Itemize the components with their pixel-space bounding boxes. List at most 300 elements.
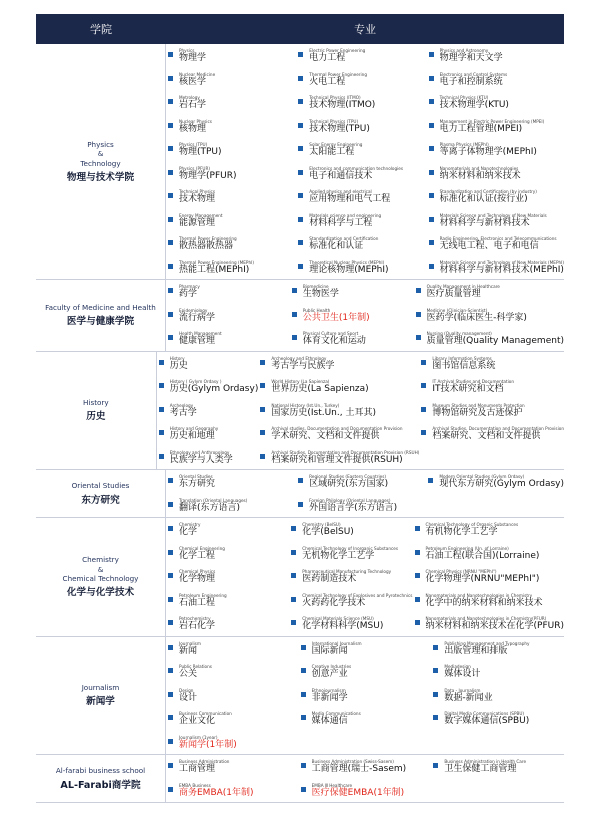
major-item bbox=[166, 91, 296, 115]
majors-grid bbox=[166, 755, 564, 802]
bullet-square-icon bbox=[168, 692, 173, 697]
major-name-en: Standardization and Certification bbox=[309, 236, 379, 241]
major-name-en: Thermal Power Engineering (MEPhI) bbox=[179, 259, 254, 265]
major-name-en: Thermal Power Engineering bbox=[309, 71, 367, 77]
major-item bbox=[166, 256, 296, 280]
major-name-zh: 新闻 bbox=[179, 645, 198, 656]
bullet-square-icon bbox=[291, 620, 296, 625]
major-name-en: Business Administration in Health Care bbox=[444, 759, 527, 764]
major-name-zh: 石油工程(联合国)(Lorraine) bbox=[425, 550, 540, 561]
major-name-en: Chemistry (BelSU) bbox=[302, 522, 341, 527]
major-item bbox=[166, 115, 296, 139]
major-name-zh: 现代东方研究(Gylym Ordasy) bbox=[439, 479, 564, 489]
bullet-square-icon bbox=[168, 123, 173, 128]
bullet-square-icon bbox=[292, 312, 297, 317]
major-name-zh: 岩石化学 bbox=[179, 621, 216, 631]
major-item bbox=[296, 44, 426, 68]
major-item bbox=[166, 707, 299, 731]
bullet-square-icon bbox=[298, 193, 303, 198]
school-name-zh: 物理与技术学院 bbox=[66, 172, 135, 184]
header-school: 学院 bbox=[90, 23, 112, 36]
major-name-zh: 博物馆研究及古迹保护 bbox=[432, 407, 523, 418]
major-item bbox=[166, 518, 289, 542]
major-name-en: Chemical Engineering bbox=[179, 545, 225, 551]
bullet-square-icon bbox=[429, 193, 434, 198]
major-name-zh: 热能工程(MEPhI) bbox=[179, 264, 250, 275]
bullet-square-icon bbox=[415, 620, 420, 625]
major-item bbox=[419, 422, 564, 446]
school-name-en: Oriental Studies bbox=[71, 481, 130, 491]
bullet-square-icon bbox=[301, 668, 306, 673]
bullet-square-icon bbox=[415, 550, 420, 555]
bullet-square-icon bbox=[416, 288, 421, 293]
bullet-square-icon bbox=[298, 146, 303, 151]
bullet-square-icon bbox=[168, 573, 173, 578]
major-item bbox=[413, 565, 564, 589]
major-name-en: Materials Science and Technology of New Materials (MEPhI) bbox=[439, 259, 564, 265]
major-item bbox=[426, 470, 564, 494]
major-item bbox=[296, 115, 426, 139]
major-name-zh: 出版管理和排版 bbox=[444, 645, 508, 656]
bullet-square-icon bbox=[298, 123, 303, 128]
major-name-zh: 有机物化学工艺学 bbox=[425, 527, 498, 537]
major-item bbox=[296, 162, 426, 186]
major-name-zh: 技术物理(ITMO) bbox=[309, 100, 376, 110]
major-name-zh: 技术物理 bbox=[179, 194, 216, 204]
bullet-square-icon bbox=[298, 76, 303, 81]
major-item bbox=[166, 304, 290, 328]
majors-table bbox=[36, 14, 564, 803]
major-item bbox=[414, 280, 564, 304]
major-name-en: Chemical Technology of Explosives and Pyrotechnics bbox=[302, 592, 413, 598]
major-item bbox=[296, 494, 426, 518]
bullet-square-icon bbox=[168, 146, 173, 151]
major-name-zh: 石油工程 bbox=[179, 597, 216, 608]
major-item bbox=[166, 209, 296, 233]
bullet-square-icon bbox=[433, 668, 438, 673]
major-item bbox=[290, 280, 414, 304]
major-name-zh: 创意产业 bbox=[311, 669, 348, 679]
major-name-en: Ethnology and Anthropology bbox=[169, 449, 230, 455]
major-item bbox=[413, 518, 564, 542]
bullet-square-icon bbox=[159, 383, 164, 388]
major-item bbox=[299, 779, 432, 803]
major-name-en: Media Communications bbox=[311, 711, 361, 716]
major-name-zh: 考古学 bbox=[169, 407, 197, 418]
major-name-en: Chemical Materials Science (MSU) bbox=[302, 616, 374, 621]
major-name-zh: 化学物理学(NRNU"MEPhI") bbox=[425, 574, 540, 584]
majors-grid bbox=[166, 280, 564, 351]
major-name-zh: 国家历史(Ist.Un., 土耳其) bbox=[271, 407, 376, 418]
majors-grid bbox=[166, 637, 564, 755]
major-name-en: Materials Science and Technology of New Materials bbox=[439, 212, 547, 218]
bullet-square-icon bbox=[433, 715, 438, 720]
school-name bbox=[36, 637, 166, 755]
major-name-zh: 媒体设计 bbox=[444, 669, 481, 679]
school-name-en: Chemistry bbox=[82, 555, 119, 565]
major-name-en: Business Communication bbox=[179, 711, 232, 716]
major-item bbox=[419, 399, 564, 423]
majors-grid bbox=[166, 518, 564, 636]
school-name-zh: 历史 bbox=[86, 411, 106, 423]
major-item bbox=[299, 660, 432, 684]
major-name-en: Mediadesign bbox=[444, 664, 471, 669]
bullet-square-icon bbox=[292, 335, 297, 340]
major-name-en: Petroleum Engineering (Un. of Lorraine) bbox=[425, 545, 509, 551]
major-item bbox=[166, 660, 299, 684]
bullet-square-icon bbox=[168, 526, 173, 531]
major-name-en: Public Relations bbox=[179, 664, 212, 669]
major-name-en: Biomedicine bbox=[302, 284, 329, 289]
major-item bbox=[296, 185, 426, 209]
school-name-zh: 新闻学 bbox=[86, 696, 115, 708]
major-name-en: Oriental Studies bbox=[179, 474, 213, 479]
major-name-zh: 无线电工程、电子和电信 bbox=[439, 241, 539, 251]
bullet-square-icon bbox=[429, 146, 434, 151]
major-name-zh: 电子和控制系统 bbox=[439, 76, 503, 87]
major-name-en: Physics and Astronomy bbox=[439, 48, 489, 53]
major-name-zh: 化学中的纳米材料和纳米技术 bbox=[425, 597, 543, 608]
school-section bbox=[36, 352, 564, 471]
major-name-zh: 体育文化和运动 bbox=[302, 336, 366, 346]
major-name-en: Physics (PFUR) bbox=[179, 165, 210, 171]
bullet-square-icon bbox=[159, 430, 164, 435]
major-name-zh: 理论核物理(MEPhI) bbox=[309, 264, 389, 275]
major-item bbox=[289, 612, 412, 636]
major-name-en: International Journalism bbox=[311, 640, 362, 646]
bullet-square-icon bbox=[168, 787, 173, 792]
major-item bbox=[290, 327, 414, 351]
major-name-en: Quality Management in Healthcare bbox=[426, 284, 500, 289]
bullet-square-icon bbox=[168, 240, 173, 245]
major-item bbox=[258, 352, 419, 376]
bullet-square-icon bbox=[433, 645, 438, 650]
major-name-en: Nanomaterials and Nanotechnologies in Chemistry(PFUR) bbox=[425, 616, 547, 621]
major-name-zh: 技术物理(TPU) bbox=[309, 123, 370, 134]
major-item bbox=[431, 707, 564, 731]
major-name-zh: 化学工程 bbox=[179, 550, 216, 561]
majors-grid bbox=[166, 470, 564, 517]
major-name-zh: IT技术研究和文档 bbox=[432, 384, 504, 394]
major-name-zh: 翻译(东方语言) bbox=[179, 502, 241, 513]
bullet-square-icon bbox=[301, 715, 306, 720]
school-name-zh: 化学与化学技术 bbox=[66, 587, 135, 599]
bullet-square-icon bbox=[291, 573, 296, 578]
major-item bbox=[157, 375, 259, 399]
school-name-en: Al-farabi business school bbox=[55, 766, 146, 776]
school-section bbox=[36, 637, 564, 756]
major-name-zh: 无机物化学工艺学 bbox=[302, 550, 375, 561]
bullet-square-icon bbox=[421, 383, 426, 388]
major-name-en: Nanomaterials and Nanotechnologies in Chemistry bbox=[425, 592, 533, 598]
major-name-zh: 卫生保健工商管理 bbox=[444, 764, 517, 774]
bullet-square-icon bbox=[168, 264, 173, 269]
school-section bbox=[36, 755, 564, 803]
major-name-en: Foreign Philology (Oriental Languages) bbox=[309, 497, 391, 503]
bullet-square-icon bbox=[298, 217, 303, 222]
bullet-square-icon bbox=[415, 526, 420, 531]
major-name-zh: 生物医学 bbox=[302, 289, 339, 299]
major-name-zh: 纳米材料和纳米技术 bbox=[439, 170, 521, 181]
major-name-zh: 电力工程 bbox=[309, 53, 346, 63]
major-item bbox=[431, 684, 564, 708]
major-item bbox=[427, 44, 564, 68]
major-name-zh: 外国语言学(东方语言) bbox=[309, 502, 398, 513]
major-name-zh: 电力工程管理(MPEI) bbox=[439, 123, 523, 134]
bullet-square-icon bbox=[168, 715, 173, 720]
major-item bbox=[296, 232, 426, 256]
bullet-square-icon bbox=[168, 620, 173, 625]
major-name-zh: 数字媒体通信(SPBU) bbox=[444, 716, 530, 726]
major-item bbox=[299, 755, 432, 779]
table-body bbox=[36, 44, 564, 803]
major-name-zh: 材料科学与工程 bbox=[309, 217, 373, 228]
school-name-en: Physics bbox=[87, 139, 114, 149]
major-item bbox=[296, 256, 426, 280]
major-item bbox=[166, 44, 296, 68]
major-item bbox=[258, 422, 419, 446]
bullet-square-icon bbox=[298, 170, 303, 175]
bullet-square-icon bbox=[298, 502, 303, 507]
school-name bbox=[36, 352, 157, 470]
major-item bbox=[166, 779, 299, 803]
major-name-zh: 国际新闻 bbox=[311, 645, 348, 656]
bullet-square-icon bbox=[168, 170, 173, 175]
major-name-zh: 化学材料科学(MSU) bbox=[302, 621, 384, 631]
bullet-square-icon bbox=[298, 240, 303, 245]
bullet-square-icon bbox=[260, 407, 265, 412]
major-item bbox=[166, 565, 289, 589]
major-name-zh: 标准化和认证(按行业) bbox=[439, 194, 528, 204]
major-name-en: Standardization and Certification (by industry) bbox=[439, 189, 537, 194]
bullet-square-icon bbox=[416, 335, 421, 340]
major-item bbox=[431, 755, 564, 779]
major-name-en: EMBA Ⅲ Healthcare bbox=[311, 782, 353, 788]
major-item bbox=[157, 352, 259, 376]
bullet-square-icon bbox=[168, 597, 173, 602]
major-item bbox=[427, 91, 564, 115]
major-item bbox=[289, 565, 412, 589]
major-name-zh: 东方研究 bbox=[179, 479, 216, 489]
major-name-zh: 设计 bbox=[179, 692, 198, 703]
major-name-en: Archeology and Ethnology bbox=[271, 355, 327, 361]
major-item bbox=[414, 327, 564, 351]
major-item bbox=[166, 731, 299, 755]
bullet-square-icon bbox=[291, 526, 296, 531]
major-item bbox=[166, 755, 299, 779]
major-name-zh: 非新闻学 bbox=[311, 692, 348, 703]
major-name-zh: 医疗保健EMBA(1年制) bbox=[311, 787, 405, 798]
major-name-en: World History (La Sapienza) bbox=[271, 379, 330, 384]
header-major: 专业 bbox=[354, 23, 376, 36]
major-name-en: Chemical Technology of Inorganic Substances bbox=[302, 545, 399, 551]
school-name-en: Chemical Technology bbox=[62, 573, 139, 583]
school-name bbox=[36, 518, 166, 636]
major-name-zh: 医药学(临床医生-科学家) bbox=[426, 312, 527, 323]
bullet-square-icon bbox=[260, 430, 265, 435]
major-name-en: Translation (Oriental Languages) bbox=[179, 497, 248, 503]
major-item bbox=[296, 138, 426, 162]
major-name-zh: 物理学(PFUR) bbox=[179, 170, 237, 181]
major-name-zh: 学术研究、文档和文件提供 bbox=[271, 431, 380, 441]
major-item bbox=[299, 637, 432, 661]
major-name-en: Archival studies, Documentation and Documentation Provision bbox=[271, 426, 403, 431]
major-name-en: Museum Studies and Monuments Protection bbox=[432, 402, 525, 408]
bullet-square-icon bbox=[301, 645, 306, 650]
major-name-zh: 档案研究、文档和文件提供 bbox=[432, 431, 541, 441]
school-name-zh: AL-Farabi商学院 bbox=[60, 779, 141, 791]
major-item bbox=[296, 91, 426, 115]
major-name-zh: 电子和通信技术 bbox=[309, 170, 373, 181]
bullet-square-icon bbox=[298, 99, 303, 104]
major-name-zh: 流行病学 bbox=[179, 312, 216, 323]
major-name-zh: 医疗质量管理 bbox=[426, 289, 481, 299]
major-name-en: Health Management bbox=[179, 331, 222, 336]
school-name-en: Faculty of Medicine and Health bbox=[45, 303, 156, 313]
majors-grid bbox=[157, 352, 564, 470]
major-name-en: EMBA Business bbox=[179, 782, 211, 788]
major-item bbox=[258, 446, 419, 470]
major-item bbox=[413, 612, 564, 636]
major-name-en: Library Information Systems bbox=[432, 355, 492, 361]
major-name-zh: 太阳能工程 bbox=[309, 147, 355, 157]
major-name-en: Physical Culture and Sport bbox=[302, 331, 359, 336]
major-name-zh: 新闻学(1年制) bbox=[179, 739, 237, 750]
school-section bbox=[36, 280, 564, 352]
bullet-square-icon bbox=[168, 312, 173, 317]
school-section bbox=[36, 518, 564, 637]
bullet-square-icon bbox=[291, 597, 296, 602]
major-name-en: Archival Studies, Documentation and Documentation Provision bbox=[432, 426, 564, 431]
major-item bbox=[258, 399, 419, 423]
bullet-square-icon bbox=[260, 383, 265, 388]
major-item bbox=[427, 209, 564, 233]
major-name-zh: 媒体通信 bbox=[311, 716, 348, 726]
major-name-en: Archeology bbox=[169, 402, 194, 408]
major-name-zh: 工商管理(瑞士-Sasem) bbox=[311, 764, 407, 774]
major-item bbox=[166, 470, 296, 494]
major-name-zh: 散热器散热器 bbox=[179, 241, 234, 251]
bullet-square-icon bbox=[433, 692, 438, 697]
major-item bbox=[427, 256, 564, 280]
major-item bbox=[427, 115, 564, 139]
major-name-en: Nanomaterials and Nanotechnologies bbox=[439, 165, 519, 171]
major-name-en: Nuclear Physics bbox=[179, 118, 212, 124]
bullet-square-icon bbox=[429, 76, 434, 81]
major-name-zh: 药学 bbox=[179, 289, 198, 299]
bullet-square-icon bbox=[433, 763, 438, 768]
major-name-zh: 档案研究和管理文件提供(RSUH) bbox=[271, 454, 403, 465]
major-name-zh: 区域研究(东方国家) bbox=[309, 479, 389, 489]
major-item bbox=[427, 232, 564, 256]
major-name-en: Thermal Power Engineering bbox=[179, 236, 237, 241]
major-item bbox=[427, 138, 564, 162]
major-name-en: Technical Physics (TPU) bbox=[309, 118, 359, 124]
major-name-en: Archival Studies, Documentation and Documentation Provision (RSUH) bbox=[271, 449, 420, 455]
bullet-square-icon bbox=[168, 288, 173, 293]
major-item bbox=[296, 68, 426, 92]
school-name-en: History bbox=[83, 398, 109, 408]
major-item bbox=[414, 304, 564, 328]
major-name-en: Modern Oriental Studies (Gylym Ordasy) bbox=[439, 474, 525, 479]
major-item bbox=[166, 162, 296, 186]
bullet-square-icon bbox=[168, 739, 173, 744]
bullet-square-icon bbox=[421, 407, 426, 412]
bullet-square-icon bbox=[416, 312, 421, 317]
bullet-square-icon bbox=[291, 550, 296, 555]
major-name-en: Management in Electric Power Engineering (MPEI) bbox=[439, 118, 545, 124]
major-name-en: Metrology bbox=[179, 95, 200, 100]
major-name-zh: 能源管理 bbox=[179, 217, 216, 228]
bullet-square-icon bbox=[429, 170, 434, 175]
major-item bbox=[431, 637, 564, 661]
school-name-en: Technology bbox=[80, 158, 121, 168]
major-name-zh: 火电工程 bbox=[309, 76, 346, 87]
major-name-zh: 物理学和天文学 bbox=[439, 53, 503, 63]
major-name-en: Data - Journalism bbox=[444, 687, 481, 693]
major-name-zh: 火药药化学技术 bbox=[302, 597, 366, 608]
major-name-zh: 工商管理 bbox=[179, 764, 216, 774]
bullet-square-icon bbox=[159, 407, 164, 412]
bullet-square-icon bbox=[168, 52, 173, 57]
bullet-square-icon bbox=[168, 763, 173, 768]
major-name-zh: 公共卫生(1年制) bbox=[302, 312, 370, 323]
major-item bbox=[419, 352, 564, 376]
major-name-zh: 考古学与民族学 bbox=[271, 360, 335, 371]
bullet-square-icon bbox=[298, 52, 303, 57]
major-name-en: Epidemiology bbox=[179, 307, 208, 313]
major-item bbox=[166, 68, 296, 92]
major-name-en: Design bbox=[179, 687, 194, 693]
bullet-square-icon bbox=[260, 360, 265, 365]
major-name-zh: 化学(BelSU) bbox=[302, 527, 354, 537]
bullet-square-icon bbox=[292, 288, 297, 293]
major-name-en: Digital Media Communications (SPBU) bbox=[444, 711, 525, 716]
bullet-square-icon bbox=[298, 264, 303, 269]
major-name-en: Petroleum Engineering bbox=[179, 592, 227, 598]
major-item bbox=[166, 612, 289, 636]
major-item bbox=[427, 185, 564, 209]
bullet-square-icon bbox=[168, 645, 173, 650]
major-name-zh: 材料科学与新材料技术 bbox=[439, 217, 530, 228]
major-name-zh: 物理学 bbox=[179, 53, 207, 63]
major-name-en: Journalism (1year) bbox=[179, 734, 218, 740]
major-item bbox=[299, 684, 432, 708]
major-item bbox=[157, 399, 259, 423]
bullet-square-icon bbox=[168, 193, 173, 198]
major-name-en: IT Archival Studies and Documentation bbox=[432, 379, 514, 384]
major-name-en: Technical Physics (KTU) bbox=[439, 95, 489, 100]
major-item bbox=[419, 375, 564, 399]
major-name-en: Creative Industries bbox=[311, 664, 352, 669]
school-name-zh: 医学与健康学院 bbox=[66, 316, 135, 328]
school-name-en: Journalism bbox=[81, 683, 120, 693]
major-item bbox=[166, 494, 296, 518]
major-name-zh: 纳米材料和纳米技术在化学(PFUR) bbox=[425, 621, 564, 631]
school-name-en: & bbox=[97, 564, 104, 574]
major-name-zh: 历史(Gylym Ordasy) bbox=[169, 384, 259, 394]
school-name-zh: 东方研究 bbox=[81, 494, 120, 506]
major-name-en: National History (Ist.Un., Turkey) bbox=[271, 402, 340, 408]
major-name-en: History and Geography bbox=[169, 426, 219, 431]
major-name-en: Physics (TPU) bbox=[179, 142, 208, 147]
bullet-square-icon bbox=[159, 454, 164, 459]
major-name-zh: 企业文化 bbox=[179, 716, 216, 726]
major-name-zh: 数据-新闻业 bbox=[444, 692, 493, 703]
bullet-square-icon bbox=[429, 240, 434, 245]
major-item bbox=[427, 68, 564, 92]
major-name-en: Chemical Technology of Organic Substances bbox=[425, 522, 519, 527]
